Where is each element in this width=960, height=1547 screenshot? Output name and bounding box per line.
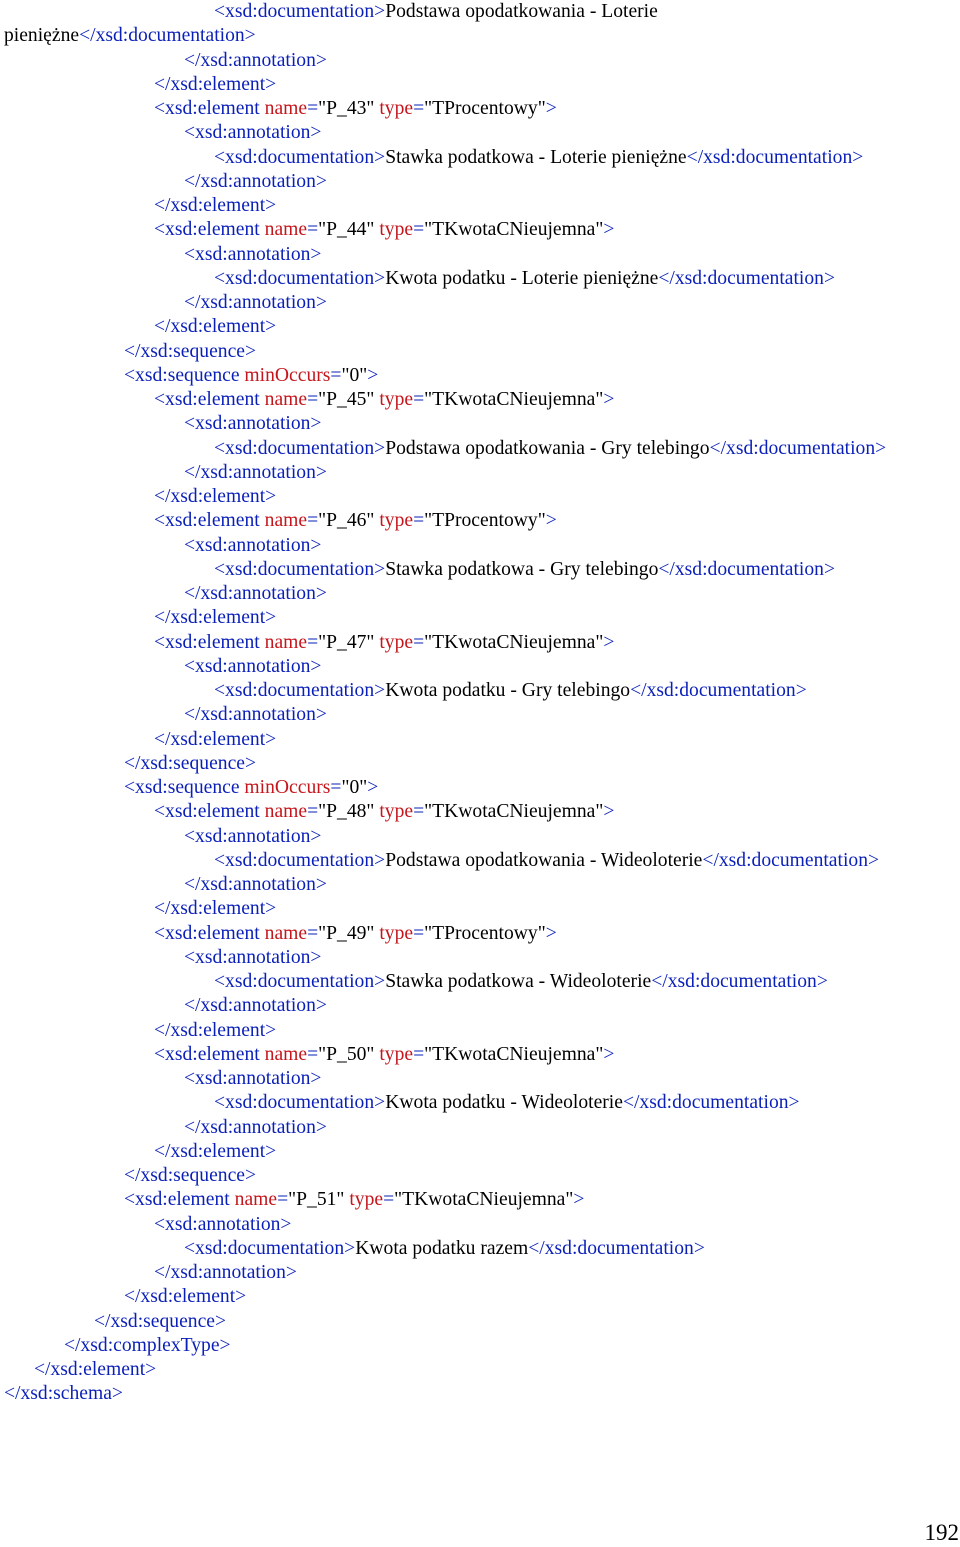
xml-tag-token: </xsd:schema>: [4, 1383, 123, 1405]
xml-tag-token: </xsd:element>: [154, 73, 277, 95]
xml-tag-token: </xsd:annotation>: [184, 170, 327, 192]
xml-text-token: "TKwotaCNieujemna": [424, 389, 604, 410]
code-line: [4, 146, 886, 170]
xml-attribute-token: name: [234, 1189, 278, 1211]
code-line: [4, 1067, 886, 1091]
code-line: [4, 73, 886, 97]
code-line: [4, 679, 886, 703]
xml-tag-token: <xsd:documentation>: [214, 971, 386, 992]
xml-tag-token: </xsd:documentation>: [528, 1237, 705, 1259]
xml-tag-token: <xsd:sequence: [124, 777, 245, 798]
code-line: [4, 388, 886, 412]
xml-tag-token: </xsd:documentation>: [702, 849, 880, 871]
code-line: [4, 728, 886, 752]
code-line: [4, 485, 886, 509]
code-line: [4, 1285, 886, 1309]
code-line: [4, 922, 886, 946]
xml-tag-token: </xsd:annotation>: [154, 1262, 297, 1283]
xml-attribute-token: type: [379, 922, 414, 944]
xml-tag-token: >: [367, 364, 379, 386]
code-line: [4, 1164, 886, 1188]
code-line: [4, 170, 886, 194]
xml-tag-token: =: [277, 1189, 289, 1211]
xml-tag-token: =: [307, 98, 319, 119]
xml-tag-token: <xsd:documentation>: [214, 1092, 386, 1114]
code-line: [4, 0, 886, 24]
code-line: [4, 97, 886, 121]
code-line: [4, 897, 886, 921]
xml-tag-token: =: [413, 1043, 425, 1065]
xml-text-token: "P_49": [318, 922, 380, 944]
code-line: [4, 1334, 886, 1358]
xml-tag-token: <xsd:annotation>: [184, 122, 322, 144]
xml-tag-token: >: [545, 922, 557, 944]
xml-tag-token: <xsd:annotation>: [184, 946, 322, 968]
xml-text-token: "TProcentowy": [424, 98, 546, 119]
code-line: [4, 1116, 886, 1140]
xml-text-token: Podstawa opodatkowania - Wideoloterie: [385, 849, 703, 871]
xml-attribute-token: type: [379, 510, 414, 532]
code-line: [4, 509, 886, 533]
code-line: [4, 267, 886, 291]
code-line: [4, 994, 886, 1018]
xml-attribute-token: name: [264, 631, 308, 653]
xml-tag-token: =: [413, 98, 425, 119]
xml-tag-token: <xsd:element: [154, 922, 265, 944]
code-line: [4, 243, 886, 267]
xml-tag-token: >: [545, 98, 557, 119]
xml-text-token: "TKwotaCNieujemna": [424, 219, 604, 241]
xml-tag-token: </xsd:element>: [154, 1019, 277, 1041]
xml-tag-token: </xsd:annotation>: [184, 292, 327, 313]
xml-tag-token: =: [307, 801, 319, 823]
xml-tag-token: <xsd:documentation>: [214, 267, 386, 289]
xml-attribute-token: type: [379, 631, 414, 653]
code-line: [4, 412, 886, 436]
xml-attribute-token: type: [379, 801, 414, 823]
xml-tag-token: =: [307, 389, 319, 410]
xml-tag-token: </xsd:annotation>: [184, 49, 327, 71]
xml-tag-token: </xsd:complexType>: [64, 1334, 231, 1356]
xml-text-token: "P_47": [318, 631, 380, 653]
xml-tag-token: <xsd:element: [154, 98, 265, 119]
xml-text-token: "P_48": [318, 801, 380, 823]
xml-text-token: Podstawa opodatkowania - Loterie: [385, 1, 658, 22]
xml-attribute-token: type: [379, 98, 414, 119]
xml-tag-token: =: [330, 777, 342, 798]
code-line: [4, 1140, 886, 1164]
xml-tag-token: >: [545, 510, 557, 532]
xml-tag-token: </xsd:element>: [154, 486, 277, 507]
xml-attribute-token: name: [264, 922, 308, 944]
xml-tag-token: <xsd:element: [154, 219, 265, 241]
xml-text-token: Kwota podatku - Wideoloterie: [385, 1092, 623, 1114]
xml-tag-token: <xsd:annotation>: [184, 655, 322, 677]
xml-text-token: "TKwotaCNieujemna": [424, 801, 604, 823]
xml-attribute-token: type: [379, 389, 414, 410]
xml-tag-token: <xsd:annotation>: [184, 534, 322, 556]
code-line: [4, 534, 886, 558]
xml-tag-token: >: [367, 777, 379, 798]
xml-text-token: "TKwotaCNieujemna": [394, 1189, 574, 1211]
xml-tag-token: =: [307, 219, 319, 241]
xml-tag-token: =: [413, 389, 425, 410]
xml-tag-token: </xsd:element>: [154, 1140, 277, 1162]
code-line: [4, 315, 886, 339]
xml-attribute-token: type: [379, 219, 414, 241]
xml-tag-token: </xsd:element>: [154, 898, 277, 920]
xml-tag-token: <xsd:annotation>: [184, 825, 322, 847]
code-line: [4, 1237, 886, 1261]
xml-attribute-token: name: [264, 219, 308, 241]
xml-text-token: "P_51": [288, 1189, 350, 1211]
xml-text-token: "TKwotaCNieujemna": [424, 1043, 604, 1065]
xml-text-token: "TProcentowy": [424, 510, 546, 532]
xml-text-token: Kwota podatku - Gry telebingo: [385, 680, 631, 701]
code-line: [4, 194, 886, 218]
code-line: [4, 873, 886, 897]
code-line: [4, 776, 886, 800]
xml-tag-token: =: [413, 801, 425, 823]
xml-attribute-token: name: [264, 510, 308, 532]
xml-text-token: Podstawa opodatkowania - Gry telebingo: [385, 437, 710, 459]
code-line: [4, 1091, 886, 1115]
code-line: [4, 218, 886, 242]
code-line: [4, 1019, 886, 1043]
xml-tag-token: </xsd:documentation>: [686, 146, 864, 168]
xml-text-token: "0": [341, 777, 368, 798]
xml-text-token: "P_46": [318, 510, 380, 532]
xml-tag-token: </xsd:element>: [154, 607, 277, 629]
xml-tag-token: <xsd:documentation>: [214, 558, 386, 580]
xml-tag-token: </xsd:sequence>: [124, 752, 257, 774]
xml-attribute-token: name: [264, 389, 308, 410]
xml-tag-token: </xsd:annotation>: [184, 704, 327, 726]
xml-tag-token: </xsd:sequence>: [94, 1310, 227, 1332]
code-line: [4, 1043, 886, 1067]
code-line: [4, 946, 886, 970]
code-line: [4, 970, 886, 994]
xml-tag-token: <xsd:annotation>: [184, 243, 322, 265]
xml-tag-token: =: [307, 922, 319, 944]
code-line: [4, 582, 886, 606]
xml-tag-token: =: [383, 1189, 395, 1211]
xml-attribute-token: type: [379, 1043, 414, 1065]
xml-tag-token: =: [307, 510, 319, 532]
xml-tag-token: <xsd:documentation>: [214, 1, 386, 22]
xml-text-token: "P_43": [318, 98, 380, 119]
xml-text-token: Stawka podatkowa - Gry telebingo: [385, 558, 659, 580]
xml-tag-token: <xsd:element: [154, 1043, 265, 1065]
xml-attribute-token: type: [349, 1189, 384, 1211]
xml-tag-token: </xsd:element>: [154, 728, 277, 750]
xml-tag-token: </xsd:annotation>: [184, 1116, 327, 1138]
code-line: [4, 558, 886, 582]
xml-tag-token: </xsd:documentation>: [651, 971, 828, 992]
code-line: [4, 703, 886, 727]
xml-tag-token: =: [307, 631, 319, 653]
code-line: [4, 849, 886, 873]
code-line: [4, 121, 886, 145]
xml-tag-token: >: [603, 1043, 615, 1065]
xml-tag-token: </xsd:element>: [154, 195, 277, 216]
code-line: [4, 800, 886, 824]
xml-tag-token: </xsd:documentation>: [79, 25, 256, 47]
code-line: [4, 606, 886, 630]
code-line: [4, 1310, 886, 1334]
xml-tag-token: <xsd:documentation>: [214, 680, 386, 701]
xml-tag-token: </xsd:element>: [34, 1359, 157, 1380]
code-line: [4, 1358, 886, 1382]
page-number: 192: [924, 1520, 959, 1545]
xml-tag-token: </xsd:documentation>: [622, 1092, 800, 1114]
xml-tag-token: <xsd:element: [154, 631, 265, 653]
xml-tag-token: </xsd:element>: [154, 316, 277, 338]
xml-tag-token: =: [330, 364, 342, 386]
xml-tag-token: </xsd:documentation>: [658, 558, 836, 580]
code-line: [4, 1382, 886, 1406]
xml-tag-token: =: [307, 1043, 319, 1065]
xml-attribute-token: name: [264, 801, 308, 823]
xml-tag-token: </xsd:documentation>: [630, 680, 807, 701]
code-line: [4, 437, 886, 461]
xml-tag-token: </xsd:sequence>: [124, 1165, 257, 1186]
xml-tag-token: =: [413, 510, 425, 532]
xml-tag-token: </xsd:annotation>: [184, 874, 327, 895]
xml-text-token: Stawka podatkowa - Loterie pieniężne: [385, 146, 687, 168]
xml-tag-token: <xsd:documentation>: [214, 437, 386, 459]
code-line: [4, 340, 886, 364]
xml-tag-token: >: [603, 801, 615, 823]
xml-attribute-token: name: [264, 1043, 308, 1065]
xml-tag-token: </xsd:sequence>: [124, 340, 257, 362]
xml-text-token: "P_45": [318, 389, 380, 410]
code-line: [4, 49, 886, 73]
xml-tag-token: <xsd:documentation>: [184, 1237, 356, 1259]
xml-tag-token: <xsd:annotation>: [184, 1068, 322, 1089]
xml-tag-token: </xsd:element>: [124, 1286, 247, 1308]
xml-tag-token: </xsd:annotation>: [184, 583, 327, 604]
xsd-code-listing: [4, 0, 886, 1407]
xml-tag-token: >: [603, 219, 615, 241]
xml-tag-token: <xsd:element: [154, 510, 265, 532]
xml-tag-token: <xsd:annotation>: [154, 1213, 292, 1235]
code-line: [4, 655, 886, 679]
xml-attribute-token: minOccurs: [244, 364, 331, 386]
xml-tag-token: <xsd:documentation>: [214, 146, 386, 168]
code-line: [4, 631, 886, 655]
xml-tag-token: <xsd:element: [154, 389, 265, 410]
xml-text-token: "P_50": [318, 1043, 380, 1065]
code-line: [4, 1188, 886, 1212]
xml-tag-token: <xsd:element: [124, 1189, 235, 1211]
xml-tag-token: <xsd:annotation>: [184, 413, 322, 435]
xml-tag-token: =: [413, 922, 425, 944]
xml-text-token: Stawka podatkowa - Wideoloterie: [385, 971, 652, 992]
xml-text-token: Kwota podatku razem: [355, 1237, 529, 1259]
xml-tag-token: >: [573, 1189, 585, 1211]
xml-tag-token: =: [413, 631, 425, 653]
xml-text-token: Kwota podatku - Loterie pieniężne: [385, 267, 659, 289]
xml-tag-token: =: [413, 219, 425, 241]
xml-tag-token: <xsd:sequence: [124, 364, 245, 386]
xml-tag-token: </xsd:annotation>: [184, 461, 327, 483]
xml-tag-token: >: [603, 631, 615, 653]
xml-tag-token: <xsd:documentation>: [214, 849, 386, 871]
code-line: [4, 291, 886, 315]
code-line: [4, 752, 886, 776]
xml-tag-token: </xsd:annotation>: [184, 995, 327, 1017]
code-line: [4, 1213, 886, 1237]
xml-attribute-token: minOccurs: [244, 777, 331, 798]
xml-tag-token: </xsd:documentation>: [658, 267, 835, 289]
xml-attribute-token: name: [264, 98, 308, 119]
xml-text-token: pieniężne: [4, 25, 80, 47]
code-line: [4, 24, 886, 48]
code-line: [4, 825, 886, 849]
xml-tag-token: </xsd:documentation>: [709, 437, 887, 459]
xml-text-token: "TProcentowy": [424, 922, 546, 944]
xml-text-token: "0": [341, 364, 368, 386]
xml-tag-token: >: [603, 389, 615, 410]
xml-text-token: "P_44": [318, 219, 380, 241]
xml-text-token: "TKwotaCNieujemna": [424, 631, 604, 653]
code-line: [4, 1261, 886, 1285]
code-line: [4, 461, 886, 485]
xml-tag-token: <xsd:element: [154, 801, 265, 823]
code-line: [4, 364, 886, 388]
